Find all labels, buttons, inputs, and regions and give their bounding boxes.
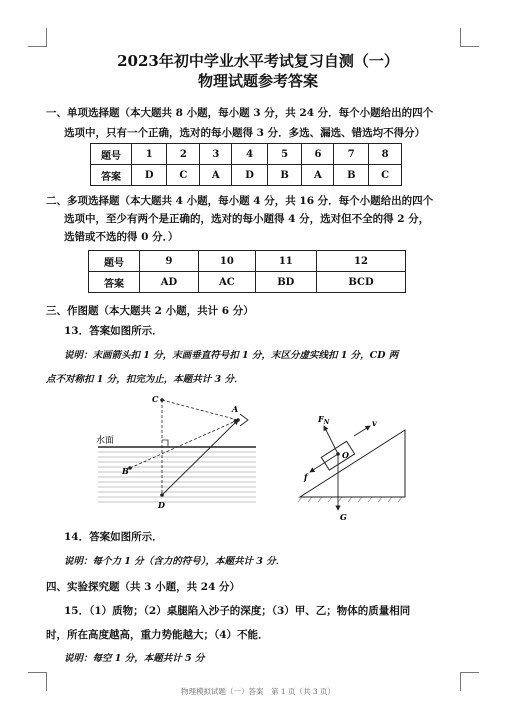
table-header-label: 题号	[91, 144, 132, 165]
label-a: A	[232, 404, 239, 414]
label-c: C	[152, 394, 159, 404]
label-b: B	[122, 466, 129, 476]
table-cell: C	[369, 165, 402, 186]
exam-title: 2023年初中学业水平考试复习自测（一）	[117, 52, 399, 70]
crop-mark-top-left	[28, 28, 47, 47]
incline-plane	[300, 430, 405, 497]
table-cell: A	[302, 165, 334, 186]
point-d	[160, 493, 164, 497]
table-cell: B	[267, 165, 302, 186]
question-14-note: 说明：每个力 1 分（含力的符号），本题共计 3 分．	[64, 556, 286, 567]
table-row	[91, 165, 402, 186]
perpendicular-symbol	[162, 440, 168, 447]
section1-answer-table	[90, 143, 402, 186]
section2-heading-cont: 选项中，至少有两个是正确的，选对的每小题得 4 分，选对但不全的得 2 分，	[64, 213, 430, 225]
figure-13-optics	[90, 390, 260, 520]
section1-heading-cont: 选项中，只有一个正确，选对的每小题得 3 分．多选、漏选、错选均不得分）	[64, 127, 426, 139]
table-row	[89, 251, 406, 272]
label-o: O	[342, 450, 349, 460]
table-cell: C	[167, 165, 200, 186]
table-cell: AC	[199, 272, 256, 293]
page-footer: 物理模拟试题（一）答案 第 1 页（共 3 页）	[180, 687, 336, 696]
table-cell: A	[200, 165, 232, 186]
table-cell: 10	[199, 251, 256, 272]
table-cell: BCD	[316, 272, 405, 293]
table-cell: B	[334, 165, 369, 186]
section2-heading: 二、多项选择题（本大题共 4 小题，每小题 4 分，共 16 分．每个小题给出的四个	[46, 195, 434, 207]
table-answer-label: 答案	[91, 165, 132, 186]
table-cell: 7	[334, 144, 369, 165]
ray-d-a	[162, 420, 238, 495]
table-cell: 4	[232, 144, 267, 165]
figure-14-incline	[290, 400, 420, 525]
table-row	[91, 144, 402, 165]
table-cell: 3	[200, 144, 232, 165]
section2-answer-table	[88, 250, 406, 293]
ground-hatching	[298, 497, 402, 502]
table-cell: 12	[316, 251, 405, 272]
point-c	[160, 398, 164, 402]
table-cell: 2	[167, 144, 200, 165]
question-13-answer: 13．答案如图所示．	[64, 325, 163, 337]
eye-icon	[240, 414, 248, 426]
question-15-answer-cont: 时，所在高度越高，重力势能越大；（4）不能．	[46, 629, 269, 641]
dashed-ray-c-a	[162, 400, 238, 420]
exam-subtitle: 物理试题参考答案	[197, 72, 318, 90]
question-13-note: 说明：末画箭头扣 1 分，末画垂直符号扣 1 分，末区分虚实线扣 1 分，CD 两	[64, 350, 399, 361]
label-f: f	[304, 472, 308, 482]
table-row	[89, 272, 406, 293]
point-a	[236, 418, 240, 422]
question-14-answer: 14．答案如图所示．	[64, 531, 163, 543]
table-cell: D	[232, 165, 267, 186]
section3-heading: 三、作图题（本大题共 2 小题，共计 6 分）	[46, 305, 254, 317]
table-cell: 11	[255, 251, 316, 272]
label-fn: $F_N$	[318, 414, 330, 426]
normal-force-arrow	[324, 426, 338, 454]
section1-heading: 一、单项选择题（本大题共 8 小题，每小题 3 分，共 24 分．每个小题给出的四个	[46, 107, 434, 119]
table-cell: 9	[140, 251, 199, 272]
label-d: D	[158, 500, 165, 510]
label-v: v	[372, 418, 377, 428]
question-13-note-cont: 点不对称扣 1 分，扣完为止，本题共计 3 分．	[46, 374, 244, 385]
section4-heading: 四、实验探究题（共 3 小题，共 24 分）	[46, 581, 241, 593]
table-cell: 1	[132, 144, 167, 165]
table-cell: 5	[267, 144, 302, 165]
table-cell: BD	[255, 272, 316, 293]
question-15-answer: 15．（1）质物；（2）桌腿陷入沙子的深度；（3）甲、乙；物体的质量相同	[64, 605, 411, 617]
question-15-note: 说明：每空 1 分，本题共计 5 分	[64, 653, 205, 664]
table-cell: 8	[369, 144, 402, 165]
table-cell: 6	[302, 144, 334, 165]
table-answer-label: 答案	[89, 272, 140, 293]
water-label: 水面	[96, 436, 115, 446]
water-hatching	[98, 452, 256, 502]
dashed-ray-b-a	[130, 420, 238, 468]
table-cell: AD	[140, 272, 199, 293]
label-g: G	[340, 512, 347, 522]
crop-mark-top-right	[460, 28, 479, 47]
velocity-arrow	[354, 426, 370, 436]
table-cell: D	[132, 165, 167, 186]
section2-heading-cont2: 选错或不选的得 0 分．）	[64, 231, 179, 243]
table-header-label: 题号	[89, 251, 140, 272]
